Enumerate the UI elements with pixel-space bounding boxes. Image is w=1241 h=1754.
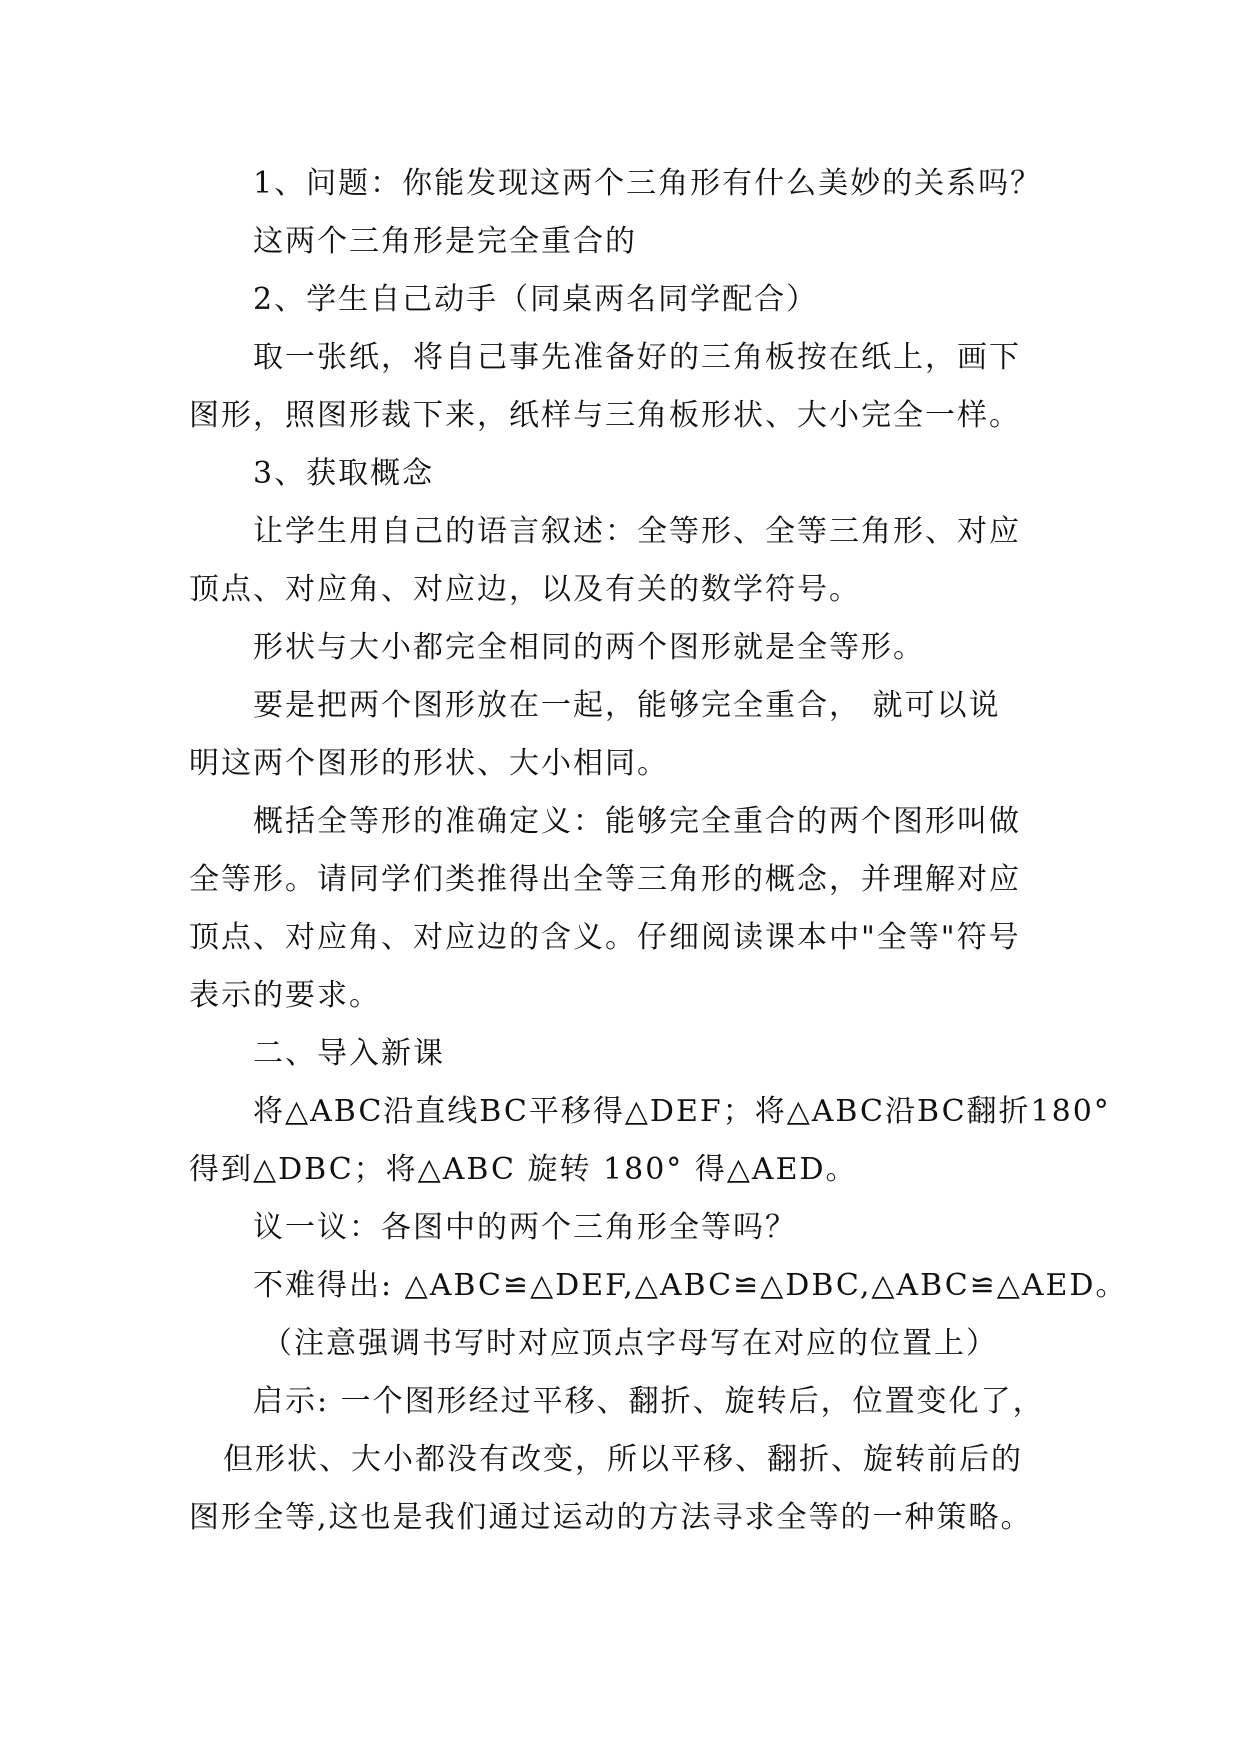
paragraph-line-22: 启示: 一个图形经过平移、翻折、旋转后，位置变化了， (253, 1384, 1045, 1419)
paragraph-line-1: 1、问题：你能发现这两个三角形有什么美妙的关系吗？ (253, 166, 1043, 201)
paragraph-line-11: 明这两个图形的形状、大小相同。 (189, 746, 669, 781)
paragraph-line-19: 议一议：各图中的两个三角形全等吗？ (253, 1210, 797, 1245)
paragraph-line-24: 图形全等,这也是我们通过运动的方法寻求全等的一种策略。 (189, 1500, 1033, 1535)
paragraph-line-12: 概括全等形的准确定义：能够完全重合的两个图形叫做 (253, 804, 1021, 839)
paragraph-line-17: 将△ABC沿直线BC平移得△DEF；将△ABC沿BC翻折180° (253, 1094, 1111, 1129)
paragraph-line-6: 3、获取概念 (253, 456, 435, 491)
paragraph-line-2: 这两个三角形是完全重合的 (253, 224, 637, 259)
paragraph-line-13: 全等形。请同学们类推得出全等三角形的概念，并理解对应 (189, 862, 1021, 897)
paragraph-line-8: 顶点、对应角、对应边，以及有关的数学符号。 (189, 572, 861, 607)
paragraph-line-16: 二、导入新课 (253, 1036, 445, 1071)
paragraph-line-4: 取一张纸，将自己事先准备好的三角板按在纸上，画下 (253, 340, 1021, 375)
paragraph-line-23: 但形状、大小都没有改变，所以平移、翻折、旋转前后的 (223, 1442, 1023, 1477)
paragraph-line-14: 顶点、对应角、对应边的含义。仔细阅读课本中"全等"符号 (189, 920, 1021, 955)
paragraph-line-18: 得到△DBC；将△ABC 旋转 180° 得△AED。 (189, 1152, 858, 1187)
paragraph-line-10: 要是把两个图形放在一起，能够完全重合， 就可以说 (253, 688, 1001, 723)
paragraph-line-9: 形状与大小都完全相同的两个图形就是全等形。 (253, 630, 925, 665)
paragraph-line-5: 图形，照图形裁下来，纸样与三角板形状、大小完全一样。 (189, 398, 1021, 433)
paragraph-line-20: 不难得出: △ABC≌△DEF,△ABC≌△DBC,△ABC≌△AED。 (253, 1268, 1128, 1303)
paragraph-line-3: 2、学生自己动手（同桌两名同学配合） (253, 282, 819, 317)
paragraph-line-15: 表示的要求。 (189, 978, 381, 1013)
paragraph-line-21: （注意强调书写时对应顶点字母写在对应的位置上） (262, 1326, 998, 1361)
paragraph-line-7: 让学生用自己的语言叙述：全等形、全等三角形、对应 (253, 514, 1021, 549)
